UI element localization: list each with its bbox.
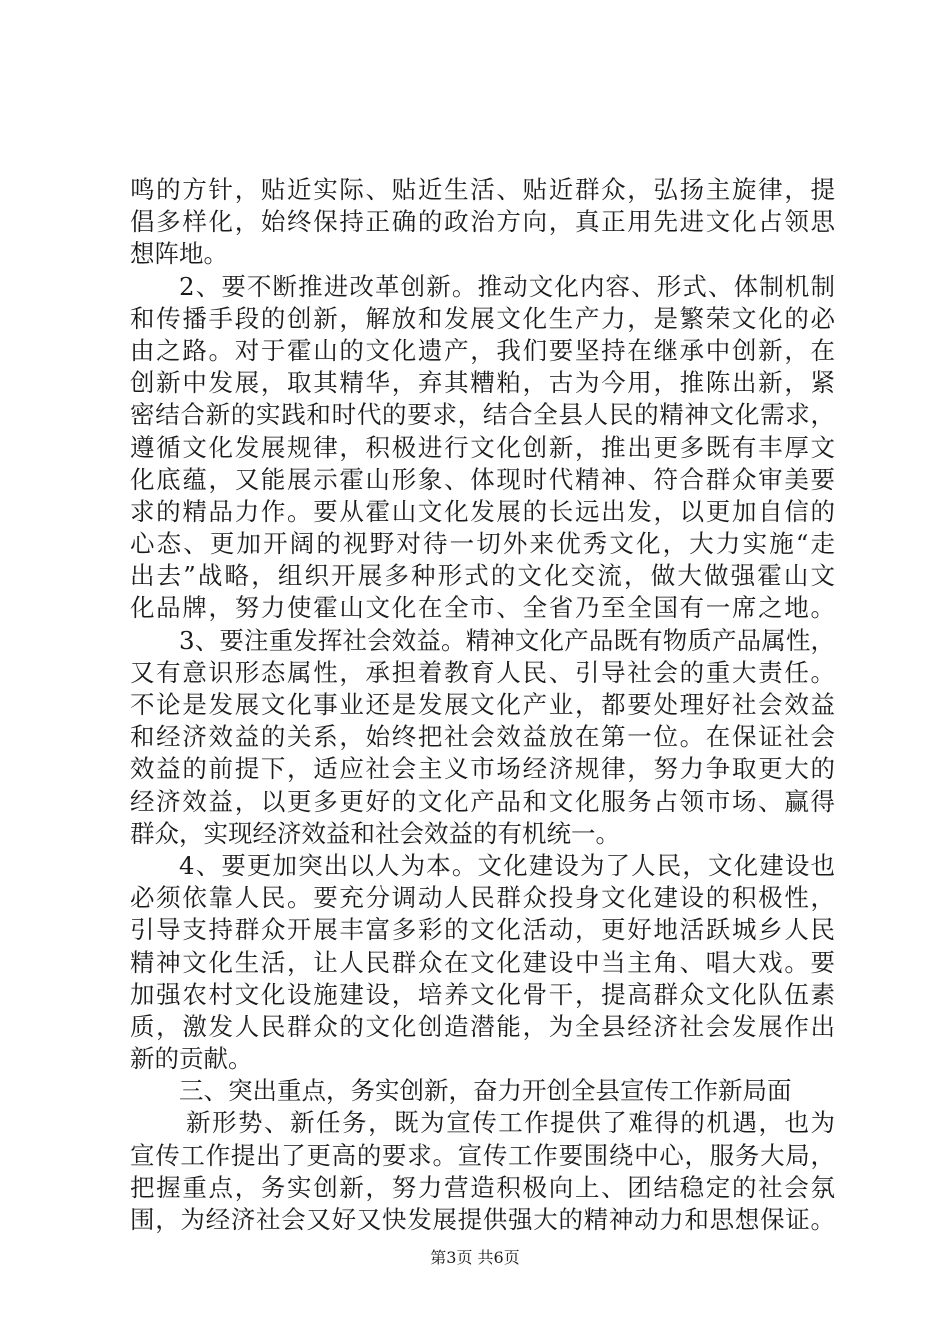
text-line: 化品牌，努力使霍山文化在全市、全省乃至全国有一席之地。	[130, 593, 835, 623]
text-line: 倡多样化，始终保持正确的政治方向，真正用先进文化占领思	[130, 207, 835, 237]
paragraph-3-heading-line: 3、要注重发挥社会效益。精神文化产品既有物质产品属性，	[179, 625, 835, 655]
text-line: 不论是发展文化事业还是发展文化产业，都要处理好社会效益	[130, 690, 835, 719]
text-line: 质，激发人民群众的文化创造潜能，为全县经济社会发展作出	[130, 1011, 835, 1041]
text-line: 创新中发展，取其精华，弃其糟粕，古为今用，推陈出新，紧	[130, 368, 835, 398]
paragraph-first-line: 新形势、新任务，既为宣传工作提供了难得的机遇，也为	[186, 1108, 835, 1138]
text-line: 由之路。对于霍山的文化遗产，我们要坚持在继承中创新，在	[130, 335, 835, 365]
text-line: 必须依靠人民。要充分调动人民群众投身文化建设的积极性，	[130, 883, 835, 913]
text-line: 遵循文化发展规律，积极进行文化创新，推出更多既有丰厚文	[130, 432, 835, 462]
text-line: 经济效益，以更多更好的文化产品和文化服务占领市场、赢得	[130, 786, 835, 816]
text-line: 把握重点，务实创新，努力营造积极向上、团结稳定的社会氛	[130, 1172, 835, 1202]
text-line: 想阵地。	[130, 239, 228, 269]
text-line: 和传播手段的创新，解放和发展文化生产力，是繁荣文化的必	[130, 303, 835, 333]
text-line: 新的贡献。	[130, 1044, 253, 1074]
text-line: 化底蕴，又能展示霍山形象、体现时代精神、符合群众审美要	[130, 464, 835, 494]
text-line: 围，为经济社会又好又快发展提供强大的精神动力和思想保证。	[130, 1205, 835, 1234]
text-line: 群众，实现经济效益和社会效益的有机统一。	[130, 818, 620, 848]
paragraph-4-heading-line: 4、要更加突出以人为本。文化建设为了人民，文化建设也	[179, 850, 835, 880]
page-footer: 第3页 共6页	[430, 1248, 520, 1267]
text-line: 宣传工作提出了更高的要求。宣传工作要围绕中心，服务大局，	[130, 1140, 835, 1170]
text-line: 引导支持群众开展丰富多彩的文化活动，更好地活跃城乡人民	[130, 915, 835, 945]
text-line: 心态、更加开阔的视野对待一切外来优秀文化，大力实施“走	[130, 529, 835, 559]
text-line: 加强农村文化设施建设，培养文化骨干，提高群众文化队伍素	[130, 979, 835, 1009]
text-line: 求的精品力作。要从霍山文化发展的长远出发，以更加自信的	[130, 496, 835, 526]
section-heading: 三、突出重点，务实创新，奋力开创全县宣传工作新局面	[179, 1076, 792, 1106]
text-line: 效益的前提下，适应社会主义市场经济规律，努力争取更大的	[130, 754, 835, 784]
document-body	[130, 174, 835, 1236]
text-line: 又有意识形态属性，承担着教育人民、引导社会的重大责任。	[130, 657, 835, 687]
text-line: 和经济效益的关系，始终把社会效益放在第一位。在保证社会	[130, 722, 835, 752]
text-line: 鸣的方针，贴近实际、贴近生活、贴近群众，弘扬主旋律，提	[130, 175, 835, 204]
text-line: 出去”战略，组织开展多种形式的文化交流，做大做强霍山文	[130, 561, 835, 591]
text-line: 密结合新的实践和时代的要求，结合全县人民的精神文化需求，	[130, 400, 835, 430]
text-line: 精神文化生活，让人民群众在文化建设中当主角、唱大戏。要	[130, 947, 835, 977]
paragraph-2-heading-line: 2、要不断推进改革创新。推动文化内容、形式、体制机制	[179, 271, 835, 301]
